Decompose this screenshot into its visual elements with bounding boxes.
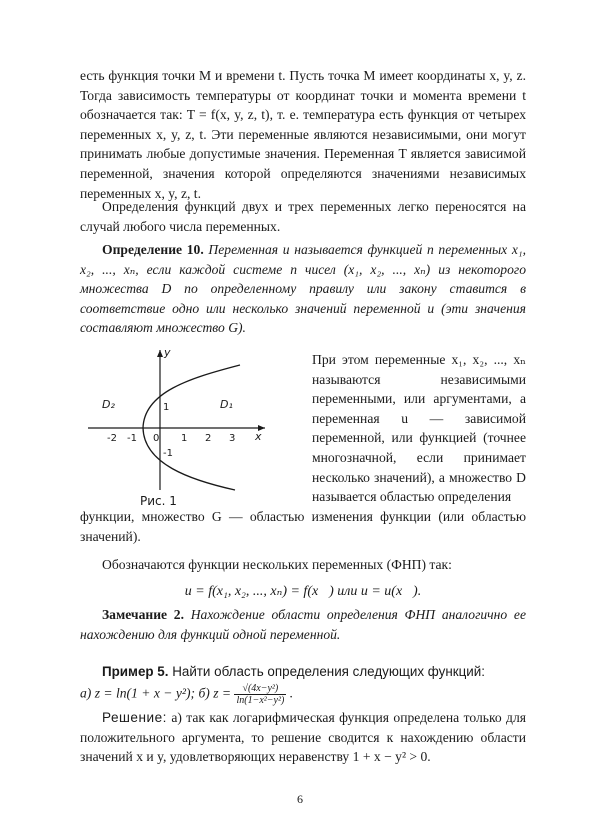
region-d2-label: D₂ [102, 398, 115, 411]
x-tick-label: 1 [181, 433, 188, 444]
page-number: 6 [297, 792, 303, 806]
x-tick-label: 2 [205, 433, 212, 444]
x-tick-label: -1 [127, 433, 137, 444]
paragraph-variables-description: При этом переменные x₁, x₂, ..., xₙ называются независимыми переменными, или аргументами, а переменная u — зависимой переменной, или функцией (точнее многозначной, если принимает несколько значений), а множество D называется областью определения [312, 352, 526, 505]
remark-text: Нахождение области определения ФНП аналогично ее нахождению для функций одной переменной. [80, 607, 526, 642]
example-part-a: а) z = ln(1 + x − y²); [80, 685, 196, 701]
example-5-heading [80, 662, 526, 682]
example-5-functions [80, 683, 526, 706]
x-tick-label: -2 [107, 433, 117, 444]
y-axis-label: y [164, 346, 171, 359]
y-axis-arrow [157, 350, 163, 357]
example-part-b-prefix: б) z = [198, 685, 232, 701]
x-tick-label: 3 [229, 433, 236, 444]
figure-1 [80, 340, 280, 510]
remark-label: Замечание 2. [102, 607, 184, 622]
formula-function-notation: u = f(x₁, x₂, ..., xₙ) = f(x⃗) или u = u(x⃗). [184, 584, 422, 599]
x-tick-label: 0 [153, 433, 160, 444]
fraction-numerator: √(4x−y²) [234, 683, 286, 695]
paragraph-notation: Обозначаются функции нескольких переменных (ФНП) так: [102, 557, 452, 572]
remark-2 [80, 605, 526, 644]
y-tick-label: -1 [163, 448, 173, 459]
paragraph-temperature: есть функция точки M и времени t. Пусть точка M имеет координаты x, y, z. Тогда зависимость температуры от координат точки и момента времени t обозначается так: T = f(x, y, z, t), т. е. температура есть функция от четырех переменных x, y, z, t. Эти переменные являются независимыми, они могут принимать любые допустимые значения. Переменная T является зависимой переменной, значения которой определяются значениями независимых переменных x, y, z, t. [80, 68, 526, 201]
region-d1-label: D₁ [220, 398, 233, 411]
example-text: Найти область определения следующих функций: [172, 664, 485, 679]
fraction-denominator: ln(1−x²−y²) [236, 695, 285, 706]
paragraph-continuation: функции, множество G — областью изменения функции (или областью значений). [80, 509, 526, 544]
solution-text: а) так как логарифмическая функция определена только для положительного аргумента, то решение сводится к нахождению области значений x и y, удовлетворяющих неравенству 1 + x − y² > 0. [80, 710, 526, 765]
definition-10 [80, 240, 526, 338]
example-label: Пример 5. [102, 664, 169, 679]
solution-label: Решение: [102, 710, 167, 725]
definition-text: Переменная u называется функцией n переменных x₁, x₂, ..., xₙ, если каждой системе n чисел (x₁, x₂, ..., xₙ) из некоторого множества D по определенному правилу или закону ставится в соответствие одно или несколько значений переменной u (эти значения составляют множество G). [80, 242, 526, 336]
example-part-b-suffix: . [289, 685, 294, 701]
x-axis-label: x [255, 430, 262, 443]
paragraph-generalization: Определения функций двух и трех переменных легко переносятся на случай любого числа переменных. [80, 199, 526, 234]
solution-paragraph [80, 708, 526, 767]
figure-1-graph [80, 340, 280, 500]
fraction [234, 683, 286, 706]
y-tick-label: 1 [163, 402, 170, 413]
figure-caption: Рис. 1 [140, 494, 177, 508]
definition-label: Определение 10. [102, 242, 204, 257]
